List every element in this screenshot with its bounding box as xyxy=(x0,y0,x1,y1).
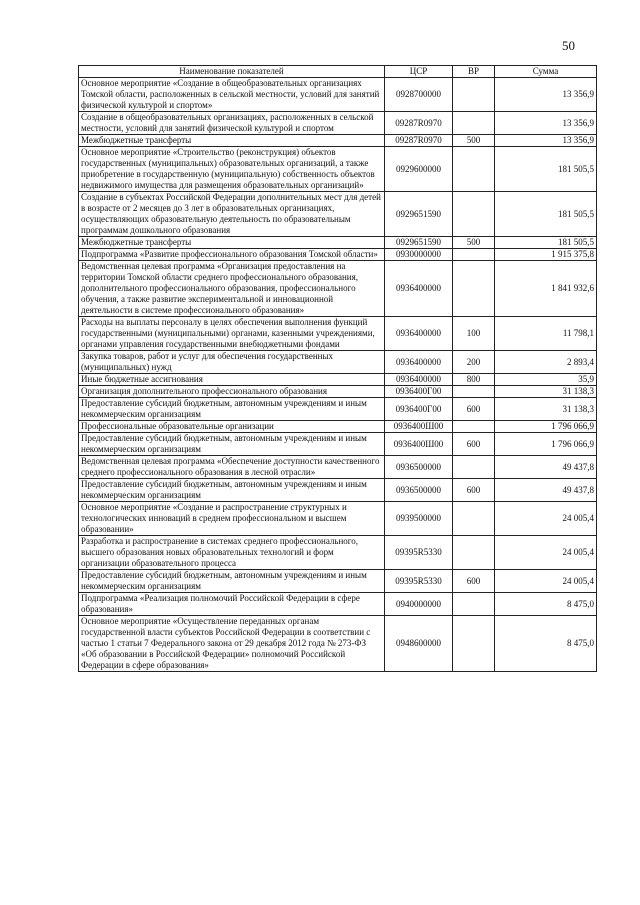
row-sum-cell: 13 356,9 xyxy=(495,112,597,135)
row-name-cell: Подпрограмма «Развитие профессионального образования Томской области» xyxy=(79,249,385,261)
table-row xyxy=(79,593,597,616)
table-row xyxy=(79,374,597,386)
row-sum-cell: 31 138,3 xyxy=(495,398,597,421)
row-vr-cell xyxy=(453,112,495,135)
table-body xyxy=(79,78,597,672)
row-name-cell: Предоставление субсидий бюджетным, автономным учреждениям и иным некоммерческим организациям xyxy=(79,479,385,502)
row-csr-cell: 0936400Ш00 xyxy=(385,433,453,456)
row-csr-cell: 0936400000 xyxy=(385,351,453,374)
row-name-cell: Закупка товаров, работ и услуг для обеспечения государственных (муниципальных) нужд xyxy=(79,351,385,374)
row-name-cell: Организация дополнительного профессионального образования xyxy=(79,386,385,398)
row-name-cell: Создание в субъектах Российской Федерации дополнительных мест для детей в возрасте от 2 месяцев до 3 лет в образовательных организациях, осуществляющих образовательную деятельность по образовательным программам дошкольного образования xyxy=(79,192,385,237)
row-sum-cell: 49 437,8 xyxy=(495,479,597,502)
row-vr-cell: 500 xyxy=(453,135,495,147)
table-row xyxy=(79,192,597,237)
table-row xyxy=(79,456,597,479)
row-name-cell: Профессиональные образовательные организации xyxy=(79,421,385,433)
row-sum-cell: 13 356,9 xyxy=(495,135,597,147)
table-row xyxy=(79,386,597,398)
row-vr-cell xyxy=(453,456,495,479)
row-vr-cell: 600 xyxy=(453,398,495,421)
row-name-cell: Предоставление субсидий бюджетным, автономным учреждениям и иным некоммерческим организациям xyxy=(79,433,385,456)
table-row xyxy=(79,237,597,249)
table-row xyxy=(79,421,597,433)
header-vr: ВР xyxy=(453,66,495,78)
row-name-cell: Предоставление субсидий бюджетным, автономным учреждениям и иным некоммерческим организациям xyxy=(79,398,385,421)
row-sum-cell: 11 798,1 xyxy=(495,317,597,351)
row-name-cell: Основное мероприятие «Создание и распространение структурных и технологических инноваций в среднем профессиональном и высшем образовании» xyxy=(79,502,385,536)
row-csr-cell: 0929651590 xyxy=(385,237,453,249)
row-sum-cell: 1 796 066,9 xyxy=(495,421,597,433)
row-csr-cell: 0948600000 xyxy=(385,616,453,672)
row-name-cell: Основное мероприятие «Строительство (реконструкция) объектов государственных (муниципальных) образовательных организаций, а также приобретение в государственную (муниципальную) собственность объектов недвижимого имущества для размещения образовательных организаций» xyxy=(79,147,385,192)
row-vr-cell: 600 xyxy=(453,479,495,502)
table-row xyxy=(79,398,597,421)
table-row xyxy=(79,78,597,112)
row-name-cell: Расходы на выплаты персоналу в целях обеспечения выполнения функций государственными (муниципальными) органами, казенными учреждениями, органами управления государственными внебюджетными фондами xyxy=(79,317,385,351)
row-vr-cell xyxy=(453,249,495,261)
row-sum-cell: 24 005,4 xyxy=(495,536,597,570)
row-vr-cell xyxy=(453,386,495,398)
row-sum-cell: 24 005,4 xyxy=(495,502,597,536)
row-csr-cell: 0936400000 xyxy=(385,374,453,386)
row-sum-cell: 181 505,5 xyxy=(495,237,597,249)
row-sum-cell: 8 475,0 xyxy=(495,616,597,672)
header-csr: ЦСР xyxy=(385,66,453,78)
row-vr-cell xyxy=(453,147,495,192)
table-header-row xyxy=(79,66,597,78)
table-row xyxy=(79,147,597,192)
row-sum-cell: 181 505,5 xyxy=(495,192,597,237)
budget-table xyxy=(78,65,597,672)
table-row xyxy=(79,351,597,374)
row-csr-cell: 09395R5330 xyxy=(385,536,453,570)
row-name-cell: Предоставление субсидий бюджетным, автономным учреждениям и иным некоммерческим организациям xyxy=(79,570,385,593)
row-sum-cell: 2 893,4 xyxy=(495,351,597,374)
row-csr-cell: 0929600000 xyxy=(385,147,453,192)
table-row xyxy=(79,616,597,672)
table-row xyxy=(79,536,597,570)
table-row xyxy=(79,249,597,261)
row-vr-cell xyxy=(453,192,495,237)
row-vr-cell xyxy=(453,502,495,536)
row-sum-cell: 1 841 932,6 xyxy=(495,261,597,317)
row-name-cell: Межбюджетные трансферты xyxy=(79,237,385,249)
row-csr-cell: 0936500000 xyxy=(385,456,453,479)
table-row xyxy=(79,502,597,536)
row-name-cell: Ведомственная целевая программа «Обеспечение доступности качественного среднего профессионального образования в лесной отрасли» xyxy=(79,456,385,479)
header-sum: Сумма xyxy=(495,66,597,78)
table-row xyxy=(79,112,597,135)
row-csr-cell: 0929651590 xyxy=(385,192,453,237)
row-csr-cell: 0936400Ш00 xyxy=(385,421,453,433)
row-csr-cell: 0936400000 xyxy=(385,261,453,317)
row-csr-cell: 09395R5330 xyxy=(385,570,453,593)
row-name-cell: Подпрограмма «Реализация полномочий Российской Федерации в сфере образования» xyxy=(79,593,385,616)
row-name-cell: Основное мероприятие «Осуществление переданных органам государственной власти субъектов Российской Федерации в соответствии с частью 1 статьи 7 Федерального закона от 29 декабря 2012 года № 273-ФЗ «Об образовании в Российской Федерации» полномочий Российской Федерации в сфере образования» xyxy=(79,616,385,672)
row-csr-cell: 0930000000 xyxy=(385,249,453,261)
row-name-cell: Основное мероприятие «Создание в общеобразовательных организациях Томской области, расположенных в сельской местности, условий для занятий физической культурой и спортом» xyxy=(79,78,385,112)
row-vr-cell: 500 xyxy=(453,237,495,249)
row-vr-cell xyxy=(453,261,495,317)
row-csr-cell: 0928700000 xyxy=(385,78,453,112)
row-vr-cell xyxy=(453,78,495,112)
row-sum-cell: 1 796 066,9 xyxy=(495,433,597,456)
row-csr-cell: 0936400Г00 xyxy=(385,398,453,421)
row-sum-cell: 181 505,5 xyxy=(495,147,597,192)
row-csr-cell: 0940000000 xyxy=(385,593,453,616)
table-row xyxy=(79,135,597,147)
row-csr-cell: 0936400000 xyxy=(385,317,453,351)
page-number: 50 xyxy=(562,38,575,53)
row-csr-cell: 0936500000 xyxy=(385,479,453,502)
row-csr-cell: 0936400Г00 xyxy=(385,386,453,398)
row-name-cell: Межбюджетные трансферты xyxy=(79,135,385,147)
row-sum-cell: 13 356,9 xyxy=(495,78,597,112)
row-vr-cell: 600 xyxy=(453,570,495,593)
row-name-cell: Создание в общеобразовательных организациях, расположенных в сельской местности, условий для занятий физической культурой и спортом xyxy=(79,112,385,135)
row-sum-cell: 24 005,4 xyxy=(495,570,597,593)
row-sum-cell: 35,9 xyxy=(495,374,597,386)
row-vr-cell: 200 xyxy=(453,351,495,374)
table-row xyxy=(79,479,597,502)
row-csr-cell: 0939500000 xyxy=(385,502,453,536)
row-name-cell: Ведомственная целевая программа «Организация предоставления на территории Томской области среднего профессионального образования, дополнительного профессионального образования, профессионального обучения, а также развитие экспериментальной и инновационной деятельности в системе профессионального образования» xyxy=(79,261,385,317)
row-vr-cell xyxy=(453,536,495,570)
row-csr-cell: 09287R0970 xyxy=(385,135,453,147)
row-sum-cell: 8 475,0 xyxy=(495,593,597,616)
row-vr-cell xyxy=(453,616,495,672)
table-row xyxy=(79,261,597,317)
row-vr-cell xyxy=(453,593,495,616)
row-sum-cell: 31 138,3 xyxy=(495,386,597,398)
header-name: Наименование показателей xyxy=(79,66,385,78)
row-name-cell: Разработка и распространение в системах среднего профессионального, высшего образования новых образовательных технологий и форм организации образовательного процесса xyxy=(79,536,385,570)
row-vr-cell: 800 xyxy=(453,374,495,386)
table-row xyxy=(79,317,597,351)
table-row xyxy=(79,570,597,593)
row-name-cell: Иные бюджетные ассигнования xyxy=(79,374,385,386)
row-sum-cell: 49 437,8 xyxy=(495,456,597,479)
row-sum-cell: 1 915 375,8 xyxy=(495,249,597,261)
row-vr-cell: 100 xyxy=(453,317,495,351)
row-csr-cell: 09287R0970 xyxy=(385,112,453,135)
row-vr-cell xyxy=(453,421,495,433)
table-row xyxy=(79,433,597,456)
row-vr-cell: 600 xyxy=(453,433,495,456)
